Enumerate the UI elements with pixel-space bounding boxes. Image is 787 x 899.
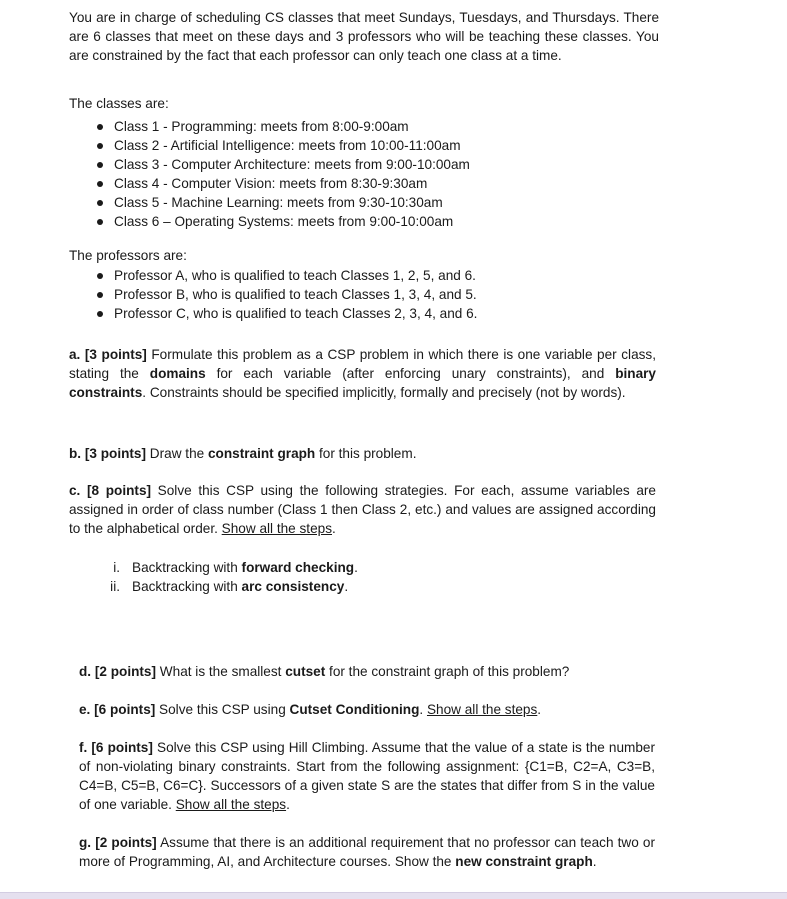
list-item: Class 4 - Computer Vision: meets from 8:30-9:30am bbox=[94, 174, 654, 193]
question-b: b. [3 points] Draw the constraint graph for this problem. bbox=[69, 446, 417, 461]
classes-heading: The classes are: bbox=[69, 96, 169, 111]
list-item: Professor A, who is qualified to teach Classes 1, 2, 5, and 6. bbox=[94, 266, 654, 285]
question-d: d. [2 points] What is the smallest cutset for the constraint graph of this problem? bbox=[79, 664, 570, 679]
list-item: Class 2 - Artificial Intelligence: meets from 10:00-11:00am bbox=[94, 136, 654, 155]
question-f: f. [6 points] Solve this CSP using Hill Climbing. Assume that the value of a state is the number of non-violating binary constraints. Start from the following assignment: {C1=B, C2=A, C3=B, C4=B, C5=B, C6=C}. Successors of a given state S are the states that differ from S in the value of one variable. Show all the steps. bbox=[79, 740, 656, 812]
professors-heading: The professors are: bbox=[69, 248, 187, 263]
strategy-list bbox=[92, 558, 358, 596]
list-item: Professor C, who is qualified to teach Classes 2, 3, 4, and 6. bbox=[94, 304, 654, 323]
question-c: c. [8 points] Solve this CSP using the following strategies. For each, assume variables are assigned in order of class number (Class 1 then Class 2, etc.) and values are assigned according to the alphabetical order. Show all the steps. bbox=[69, 483, 656, 536]
list-item: Class 6 – Operating Systems: meets from 9:00-10:00am bbox=[94, 212, 654, 231]
list-item: Class 1 - Programming: meets from 8:00-9:00am bbox=[94, 117, 654, 136]
classes-list bbox=[94, 117, 654, 231]
question-g: g. [2 points] Assume that there is an additional requirement that no professor can teach two or more of Programming, AI, and Architecture courses. Show the new constraint graph. bbox=[79, 835, 655, 869]
question-e: e. [6 points] Solve this CSP using Cutset Conditioning. Show all the steps. bbox=[79, 702, 542, 717]
list-item: Class 3 - Computer Architecture: meets from 9:00-10:00am bbox=[94, 155, 654, 174]
list-item: Professor B, who is qualified to teach Classes 1, 3, 4, and 5. bbox=[94, 285, 654, 304]
list-item: Class 5 - Machine Learning: meets from 9:30-10:30am bbox=[94, 193, 654, 212]
professors-list bbox=[94, 266, 654, 323]
list-item: ii. Backtracking with arc consistency. bbox=[110, 579, 349, 594]
intro-paragraph: You are in charge of scheduling CS classes that meet Sundays, Tuesdays, and Thursdays. There are 6 classes that meet on these days and 3 professors who will be teaching these classes. You are constrained by the fact that each professor can only teach one class at a time. bbox=[69, 10, 659, 63]
list-item: i. Backtracking with forward checking. bbox=[113, 560, 358, 575]
question-a: a. [3 points] Formulate this problem as a CSP problem in which there is one variable per class, stating the domains for each variable (after enforcing unary constraints), and binary constraints. Constraints should be specified implicitly, formally and precisely (not by words). bbox=[69, 347, 656, 400]
